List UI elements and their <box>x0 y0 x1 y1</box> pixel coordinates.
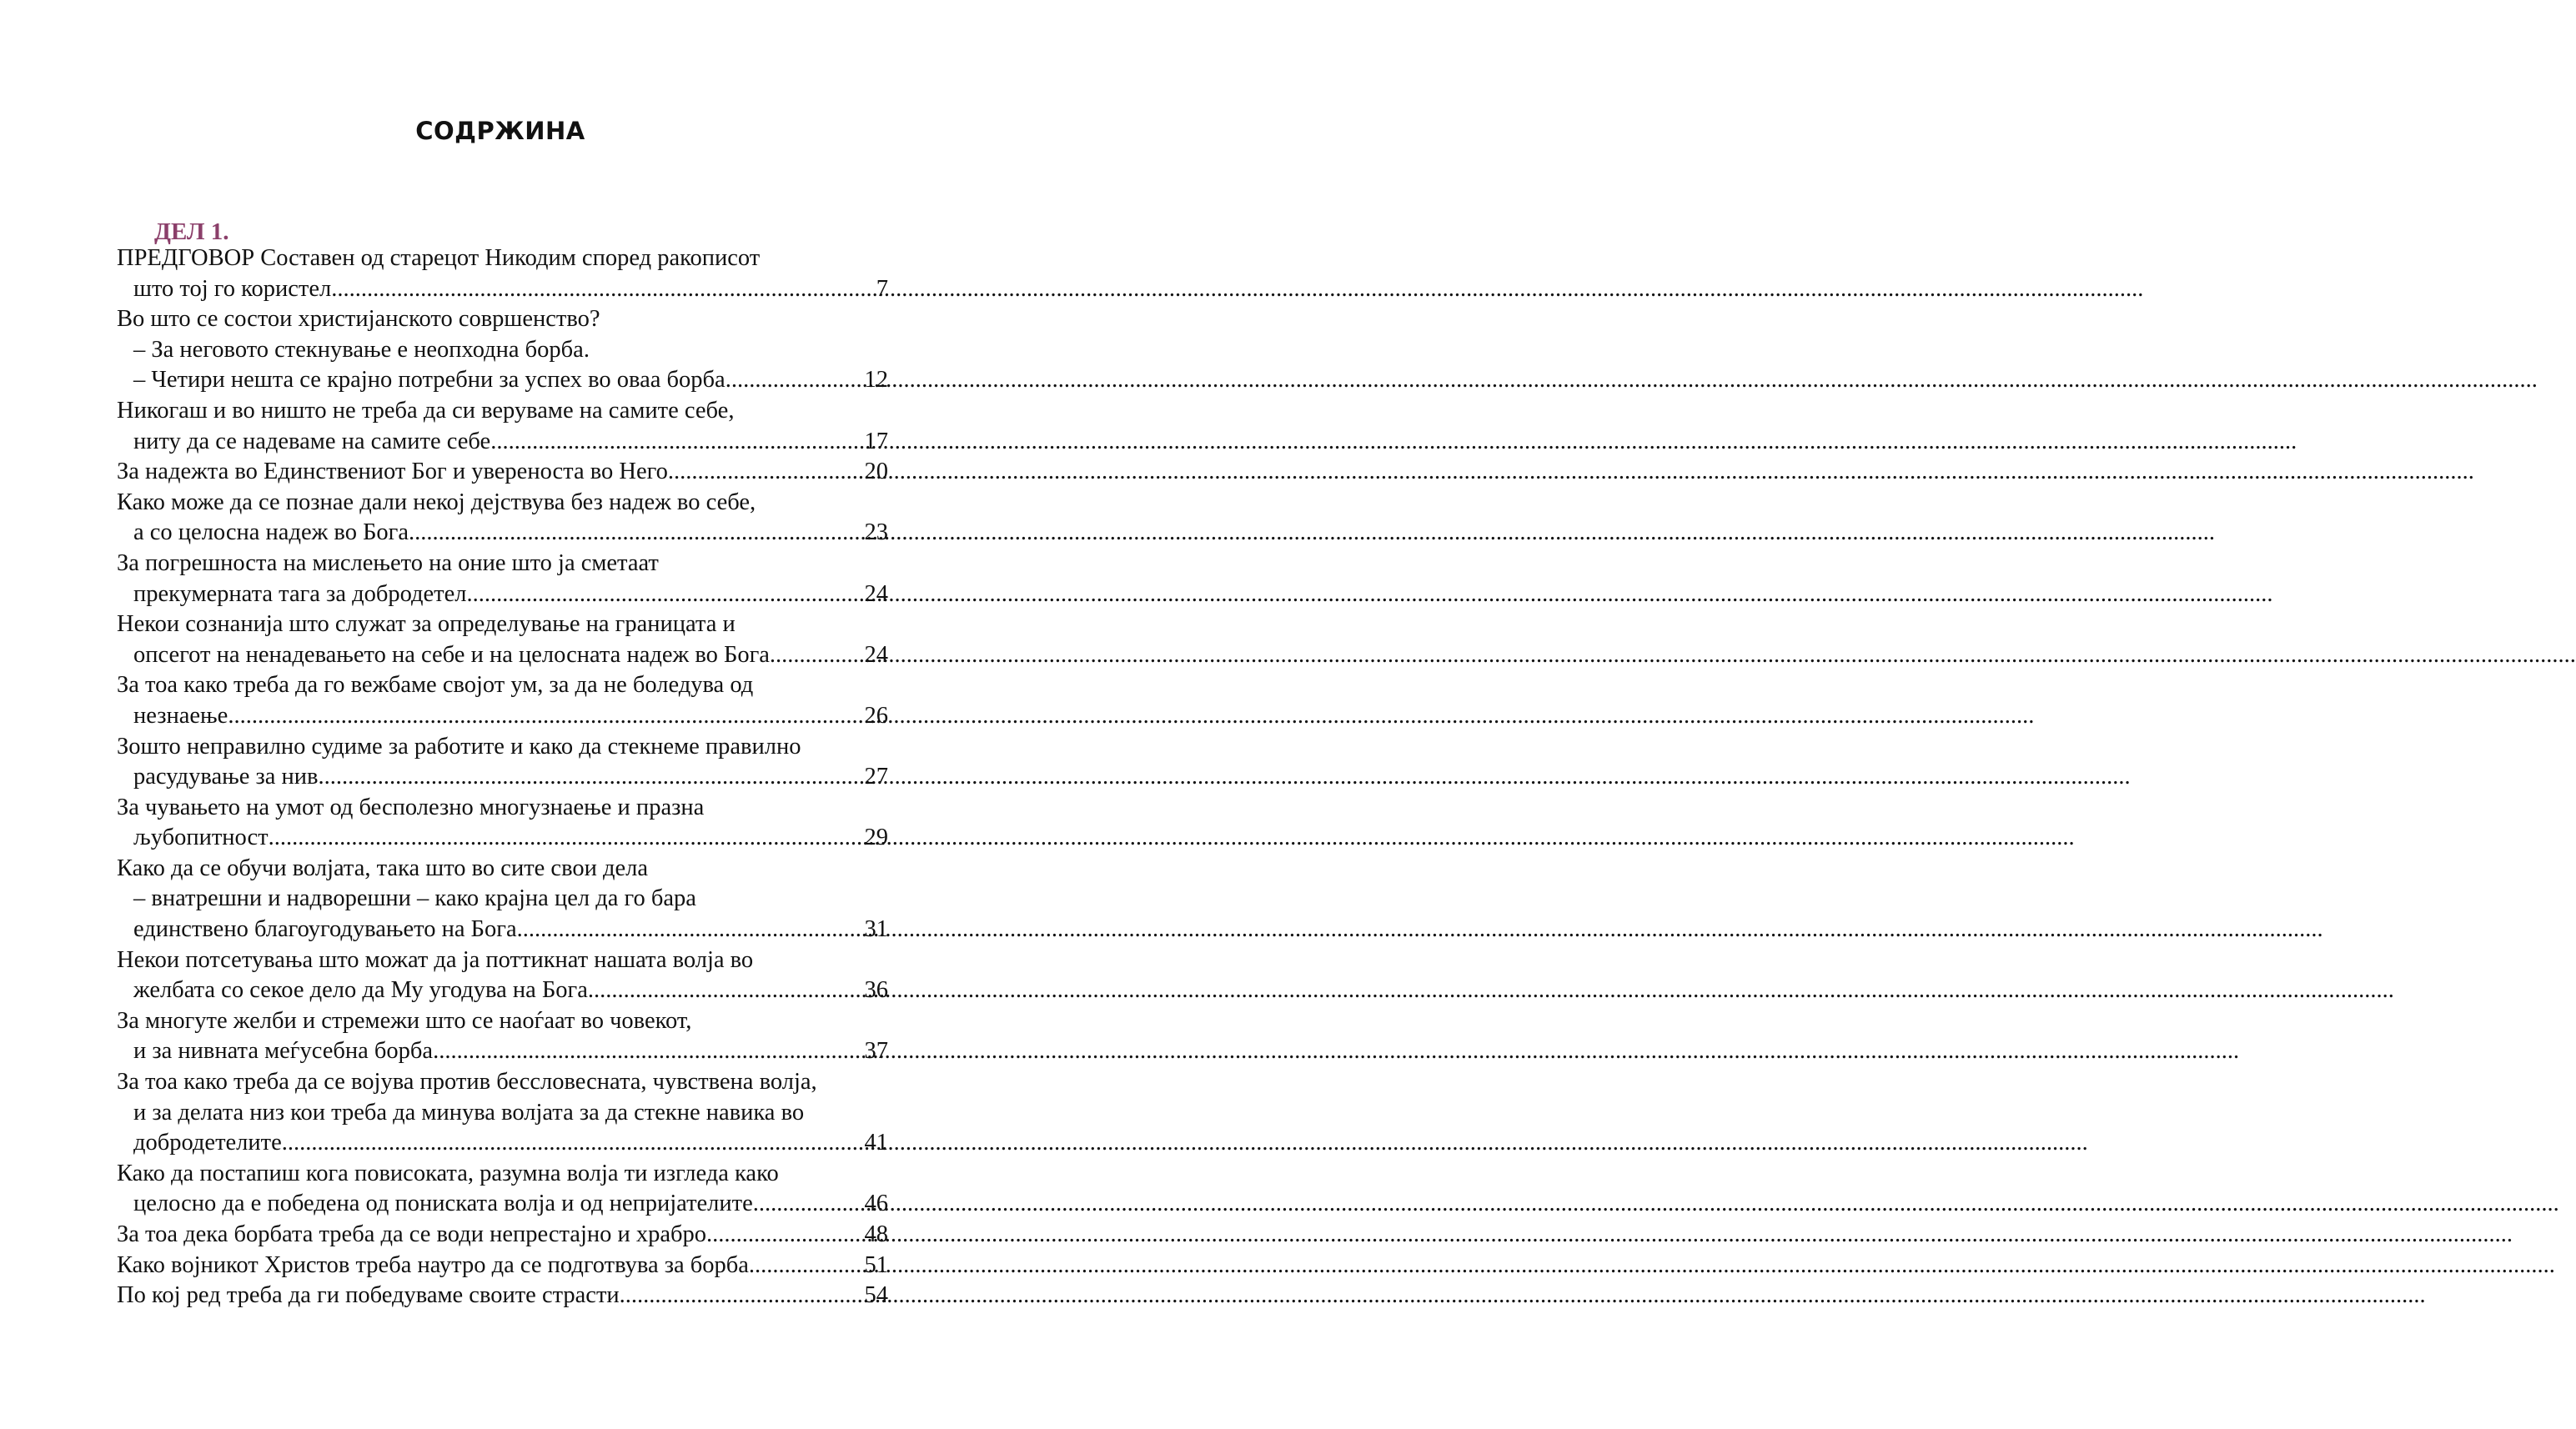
dot-leader <box>588 975 865 1006</box>
toc-entry-last-line <box>117 274 888 305</box>
toc-entry-text: Како може да се познае дали некој дејствува без надеж во себе, <box>117 489 756 515</box>
toc-entry <box>117 793 888 854</box>
toc-entry-last-line <box>117 1220 888 1251</box>
toc-entry-text: За надежта во Единствениот Бог и увереноста во Него <box>117 459 668 485</box>
toc-entry-text: За тоа како треба да го вежбаме својот ум, за да не боледува од <box>117 672 754 699</box>
toc-entry-text: За погрешноста на мислењето на оние што ја сметаат <box>117 549 659 576</box>
toc-page-number: 48 <box>864 1221 888 1247</box>
toc-entry-text: За тоа дека борбата треба да се води непрестајно и храбро <box>117 1221 707 1247</box>
toc-entry-last-line <box>117 1251 888 1281</box>
toc-entry-text: добродетелите <box>133 1130 282 1156</box>
toc-entry-last-line <box>117 365 888 396</box>
toc-page-number: 29 <box>864 825 888 851</box>
dot-leader <box>668 457 865 488</box>
toc-page-number: 31 <box>864 916 888 943</box>
dot-leader <box>620 1281 865 1311</box>
toc-entry-last-line <box>117 975 888 1006</box>
toc-entry <box>117 243 888 304</box>
toc-page-number: 54 <box>864 1282 888 1309</box>
toc-entry-text: љубопитност <box>133 825 269 851</box>
toc-entry-text: ниту да се надеваме на самите себе <box>133 428 491 454</box>
table-of-contents <box>117 243 888 1311</box>
toc-entry <box>117 1281 888 1311</box>
toc-entry <box>117 945 888 1006</box>
toc-page-number: 27 <box>864 764 888 790</box>
toc-entry-text: прекумерната тага за добродетел <box>133 580 467 607</box>
toc-entry-last-line <box>117 1281 888 1311</box>
toc-entry-text: Зошто неправилно судиме за работите и како да стекнеме правилно <box>117 733 801 760</box>
dot-leader <box>409 518 864 549</box>
section-label: ДЕЛ 1. <box>154 218 229 245</box>
dot-leader <box>228 701 864 732</box>
page-title: СОДРЖИНА <box>415 117 585 145</box>
dot-leader <box>269 823 865 854</box>
toc-entry-text: По кој ред треба да ги победуваме своите страсти <box>117 1282 620 1309</box>
toc-entry-last-line <box>117 1189 888 1220</box>
toc-page-number: 7 <box>876 275 888 302</box>
toc-entry-text: – За неговото стекнување е неопходна борба. <box>133 336 590 363</box>
toc-entry <box>117 488 888 549</box>
toc-entry-last-line <box>117 1128 888 1159</box>
toc-entry-text: опсегот на ненадевањето на себе и на целосната надеж во Бога <box>133 641 770 668</box>
toc-entry-text: Некои потсетувања што можат да ја поттикнат нашата волја во <box>117 946 754 973</box>
toc-entry <box>117 1251 888 1281</box>
dot-leader <box>517 915 865 945</box>
toc-page-number: 23 <box>864 519 888 546</box>
toc-entry-last-line <box>117 823 888 854</box>
toc-page-number: 24 <box>864 580 888 607</box>
toc-page-number: 26 <box>864 702 888 729</box>
toc-entry <box>117 304 888 396</box>
toc-entry-text: Во што се состои христијанското совршенство? <box>117 306 600 333</box>
toc-entry-text: ПРЕДГОВОР Составен од старецот Никодим според ракописот <box>117 245 761 271</box>
toc-entry-text: единствено благоугодувањето на Бога <box>133 916 517 943</box>
toc-page-number: 37 <box>864 1038 888 1065</box>
toc-entry-text: Како да се обучи волјата, така што во сите свои дела <box>117 855 648 881</box>
toc-page-number: 20 <box>864 459 888 485</box>
toc-entry-text: а со целосна надеж во Бога <box>133 519 409 546</box>
toc-entry <box>117 549 888 609</box>
toc-entry <box>117 1220 888 1251</box>
toc-entry <box>117 1006 888 1067</box>
toc-entry-last-line <box>117 579 888 610</box>
toc-entry-last-line <box>117 1036 888 1067</box>
toc-entry <box>117 854 888 945</box>
toc-entry-last-line <box>117 701 888 732</box>
dot-leader <box>749 1251 865 1281</box>
dot-leader <box>753 1189 865 1220</box>
toc-entry-text: – внатрешни и надворешни – како крајна цел да го бара <box>133 885 696 912</box>
toc-page-number: 51 <box>864 1251 888 1278</box>
toc-entry-last-line <box>117 457 888 488</box>
toc-entry-last-line <box>117 915 888 945</box>
dot-leader <box>706 1220 864 1251</box>
toc-page-number: 24 <box>864 641 888 668</box>
toc-entry-text: Како да постапиш кога повисоката, разумна волја ти изгледа како <box>117 1160 779 1186</box>
toc-entry <box>117 732 888 793</box>
toc-entry-text: – Четири нешта се крајно потребни за успех во оваа борба. <box>133 367 731 394</box>
toc-entry-text: желбата со секое дело да Му угодува на Бога <box>133 977 588 1004</box>
toc-entry-last-line <box>117 762 888 793</box>
dot-leader <box>433 1036 864 1067</box>
toc-page-number: 41 <box>864 1130 888 1156</box>
toc-entry-text: Некои сознанија што служат за определување на границата и <box>117 611 736 638</box>
toc-entry-text: За многуте желби и стремежи што се наоѓаат во човекот, <box>117 1007 692 1034</box>
toc-entry <box>117 457 888 488</box>
toc-entry-text: што тој го користел. <box>133 275 338 302</box>
toc-entry-text: и за нивната меѓусебна борба <box>133 1038 434 1065</box>
toc-entry-text: целосно да е победена од пониската волја и од непријателите <box>133 1191 753 1217</box>
toc-entry-text: Како војникот Христов треба наутро да се подготвува за борба <box>117 1251 749 1278</box>
toc-entry <box>117 1067 888 1159</box>
toc-entry <box>117 396 888 457</box>
toc-page-number: 36 <box>864 977 888 1004</box>
toc-entry-text: незнаење <box>133 702 228 729</box>
dot-leader <box>467 579 865 610</box>
toc-page-number: 12 <box>864 367 888 394</box>
toc-entry <box>117 1159 888 1220</box>
dot-leader <box>490 427 864 458</box>
toc-page-number: 46 <box>864 1191 888 1217</box>
toc-page-number: 17 <box>864 428 888 454</box>
toc-entry-last-line <box>117 518 888 549</box>
dot-leader <box>282 1128 865 1159</box>
toc-entry-last-line <box>117 640 888 671</box>
dot-leader <box>337 274 876 305</box>
toc-entry-last-line <box>117 427 888 458</box>
dot-leader <box>324 762 865 793</box>
toc-entry <box>117 609 888 670</box>
toc-entry-text: За чувањето на умот од бесполезно многузнаење и празна <box>117 794 705 820</box>
dot-leader <box>770 640 865 671</box>
toc-entry-text: расудување за нив. <box>133 764 324 790</box>
toc-entry-text: За тоа како треба да се војува против бессловесната, чувствена волја, <box>117 1069 817 1096</box>
dot-leader <box>731 365 865 396</box>
toc-entry <box>117 670 888 731</box>
toc-entry-text: и за делата низ кои треба да минува волјата за да стекне навика во <box>133 1099 805 1126</box>
toc-entry-text: Никогаш и во ништо не треба да си веруваме на самите себе, <box>117 397 735 424</box>
